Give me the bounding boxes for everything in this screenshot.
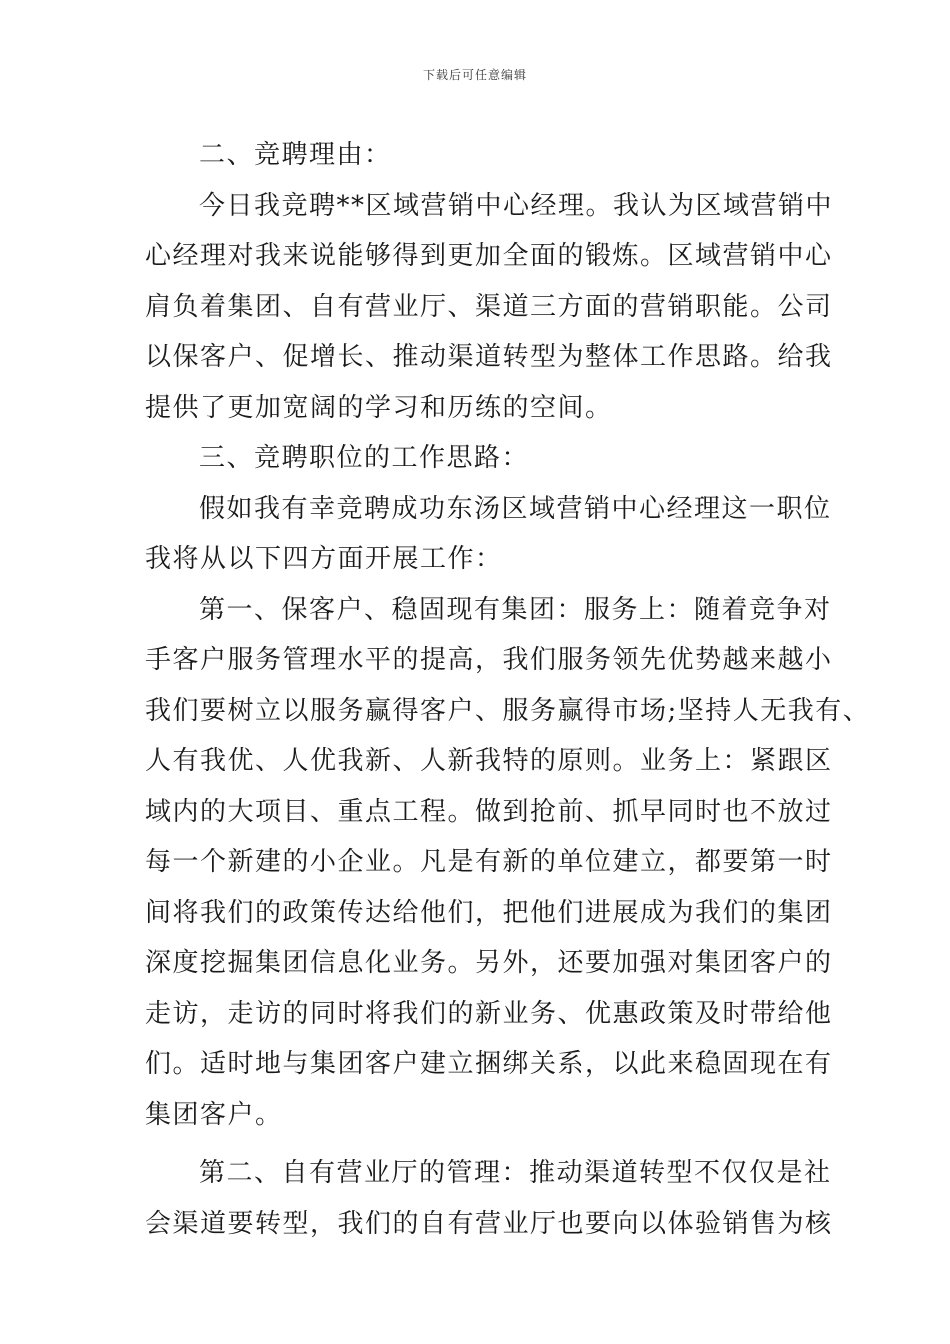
paragraph-line: 二、竞聘理由：	[199, 140, 392, 170]
paragraph-line: 人有我优、人优我新、人新我特的原则。业务上：紧跟区	[145, 746, 833, 776]
paragraph-line: 们。适时地与集团客户建立捆绑关系，以此来稳固现在有	[145, 1049, 833, 1079]
paragraph-line: 我将从以下四方面开展工作：	[145, 544, 503, 574]
paragraph-line: 以保客户、促增长、推动渠道转型为整体工作思路。给我	[145, 342, 833, 372]
paragraph-line: 三、竞聘职位的工作思路：	[199, 443, 530, 473]
paragraph-line: 集团客户。	[145, 1099, 283, 1130]
paragraph-line: 每一个新建的小企业。凡是有新的单位建立，都要第一时	[145, 847, 833, 877]
page-header: 下载后可任意编辑	[422, 68, 527, 82]
paragraph-line: 间将我们的政策传达给他们，把他们进展成为我们的集团	[145, 897, 833, 928]
paragraph-line: 第二、自有营业厅的管理：推动渠道转型不仅仅是社	[199, 1158, 832, 1188]
paragraph-line: 提供了更加宽阔的学习和历练的空间。	[145, 392, 613, 423]
paragraph-line: 假如我有幸竞聘成功东汤区域营销中心经理这一职位	[199, 493, 832, 524]
paragraph-line: 肩负着集团、自有营业厅、渠道三方面的营销职能。公司	[145, 291, 833, 322]
paragraph-line: 走访，走访的同时将我们的新业务、优惠政策及时带给他	[145, 998, 833, 1029]
document-body	[145, 130, 871, 1249]
paragraph-line: 域内的大项目、重点工程。做到抢前、抓早同时也不放过	[145, 796, 833, 827]
paragraph-line: 手客户服务管理水平的提高，我们服务领先优势越来越小	[145, 645, 833, 675]
paragraph-line: 会渠道要转型，我们的自有营业厅也要向以体验销售为核	[145, 1208, 833, 1239]
paragraph-line: 第一、保客户、稳固现有集团：服务上：随着竞争对	[199, 594, 832, 625]
paragraph-line: 心经理对我来说能够得到更加全面的锻炼。区域营销中心	[145, 241, 833, 271]
paragraph-line: 今日我竞聘**区域营销中心经理。我认为区域营销中	[199, 190, 834, 221]
paragraph-line: 深度挖掘集团信息化业务。另外，还要加强对集团客户的	[145, 948, 833, 978]
paragraph-line: 我们要树立以服务赢得客户、服务赢得市场;坚持人无我有、	[145, 695, 871, 726]
